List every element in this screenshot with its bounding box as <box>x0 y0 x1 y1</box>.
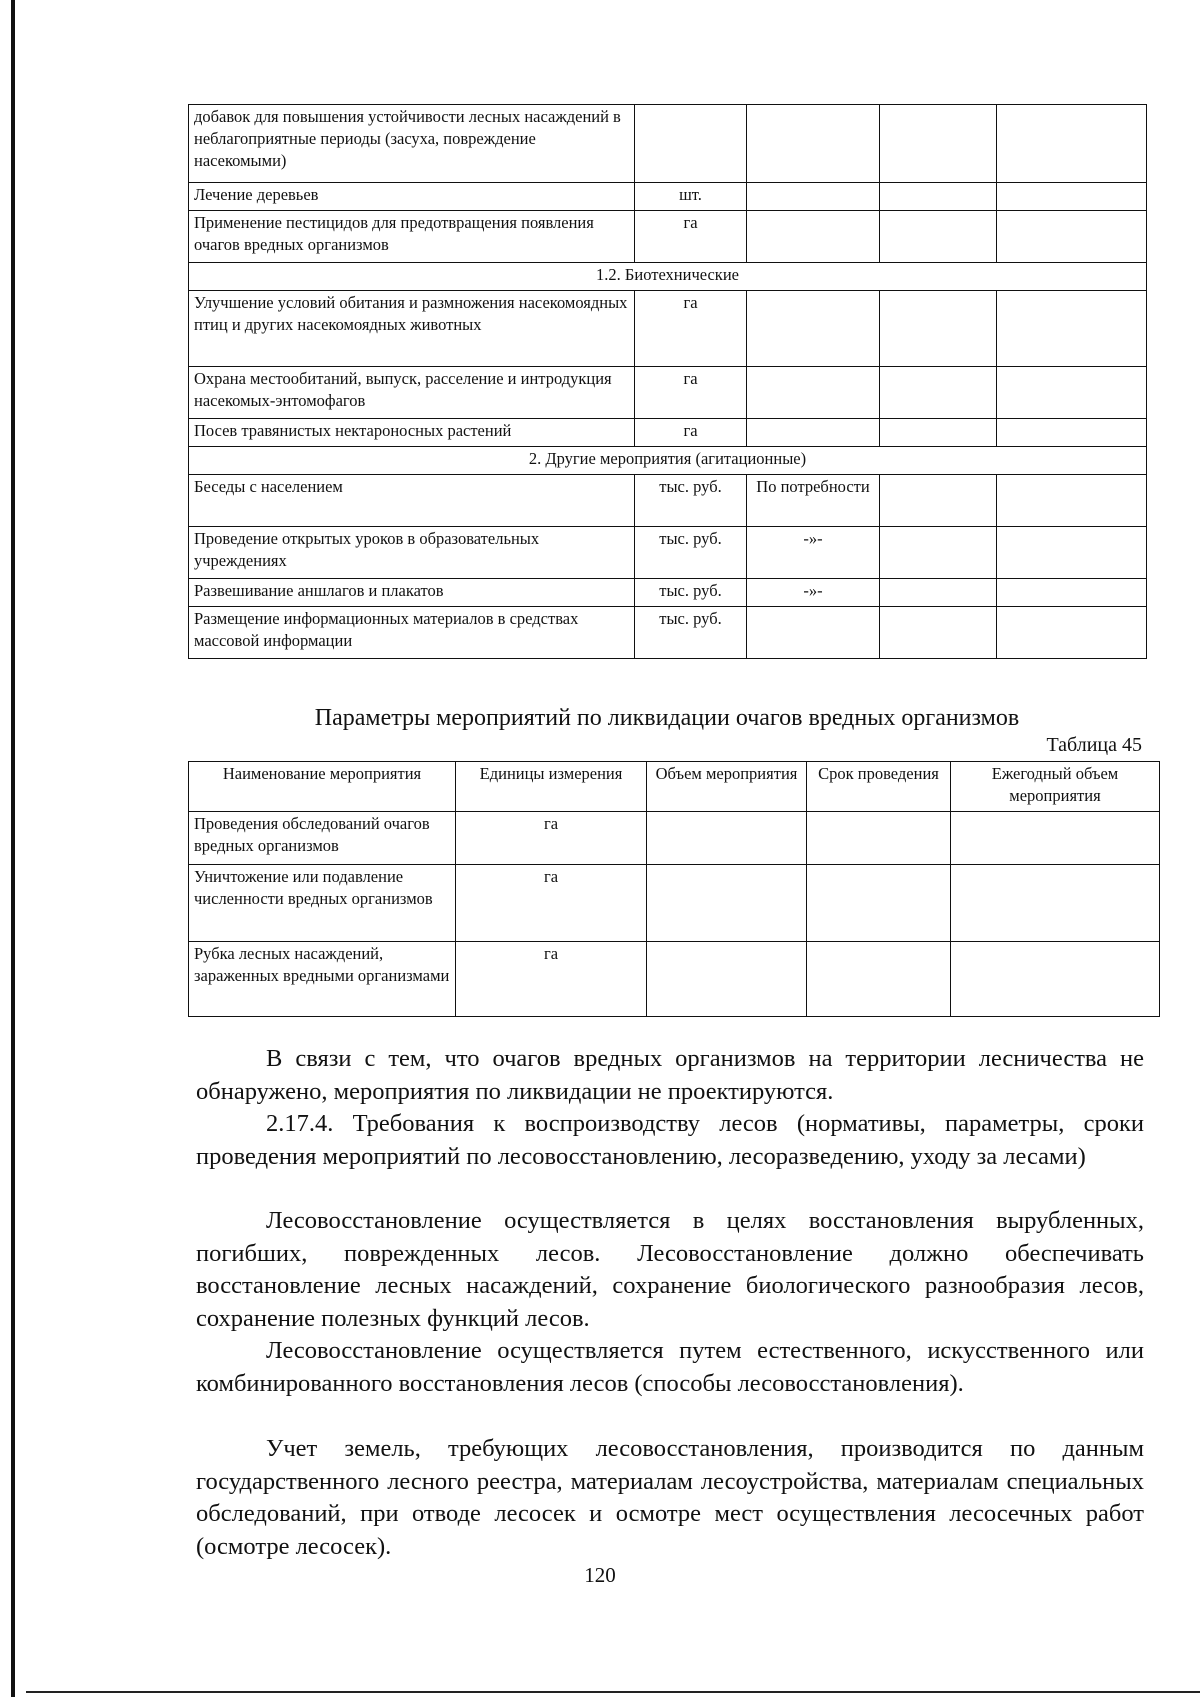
measure-name: Уничтожение или подавление численности вредных организмов <box>189 865 456 942</box>
measure-cell <box>997 105 1147 183</box>
measure-cell <box>880 183 997 211</box>
measure-name: Охрана местообитаний, выпуск, расселение и интродукция насекомых-энтомофагов <box>189 367 635 419</box>
measure-name: Рубка лесных насаждений, зараженных вредными организмами <box>189 942 456 1017</box>
column-header: Ежегодный объем мероприятия <box>951 762 1160 812</box>
scan-border-bottom <box>26 1691 1200 1693</box>
measure-cell <box>951 812 1160 865</box>
table-row <box>189 865 1160 942</box>
measure-frequency: -»- <box>747 527 880 579</box>
measure-cell <box>880 475 997 527</box>
measure-cell <box>747 105 880 183</box>
table45-title: Параметры мероприятий по ликвидации очагов вредных организмов <box>314 705 1020 731</box>
table-row <box>189 367 1147 419</box>
measure-frequency: По потребности <box>747 475 880 527</box>
measure-cell <box>880 291 997 367</box>
paragraph-no-pests <box>196 1043 1144 1108</box>
measure-cell <box>880 419 997 447</box>
paragraph-text: 2.17.4. Требования к воспроизводству лесов (нормативы, параметры, сроки проведения мероприятий по лесовосстановлению, лесоразведению, уходу за лесами) <box>196 1110 1144 1170</box>
table-row <box>189 291 1147 367</box>
measure-cell <box>647 942 807 1017</box>
measure-cell <box>880 607 997 659</box>
measure-name: Проведение открытых уроков в образовательных учреждениях <box>189 527 635 579</box>
column-header: Наименование мероприятия <box>189 762 456 812</box>
measure-cell <box>807 812 951 865</box>
table-row <box>189 607 1147 659</box>
measure-cell <box>747 419 880 447</box>
section-row <box>189 447 1147 475</box>
measure-cell <box>647 865 807 942</box>
measure-name: Лечение деревьев <box>189 183 635 211</box>
measure-cell <box>951 942 1160 1017</box>
measure-cell <box>997 367 1147 419</box>
table-row <box>189 105 1147 183</box>
measure-unit: га <box>456 812 647 865</box>
paragraph-text: Лесовосстановление осуществляется в целях восстановления вырубленных, погибших, поврежденных лесов. Лесовосстановление должно обеспечивать восстановление лесных насаждений, сохранение биологического разнообразия лесов, сохранение полезных функций лесов. <box>196 1207 1144 1332</box>
measure-unit: тыс. руб. <box>635 607 747 659</box>
measure-name: Проведения обследований очагов вредных организмов <box>189 812 456 865</box>
measure-cell <box>880 105 997 183</box>
measure-cell <box>807 942 951 1017</box>
measure-cell <box>647 812 807 865</box>
measure-cell <box>997 607 1147 659</box>
table-row <box>189 475 1147 527</box>
measure-cell <box>997 475 1147 527</box>
measure-unit: га <box>635 291 747 367</box>
section-title-biotech: 1.2. Биотехнические <box>189 263 1147 291</box>
measure-cell <box>807 865 951 942</box>
measure-frequency <box>747 607 880 659</box>
measure-cell <box>997 291 1147 367</box>
section-row <box>189 263 1147 291</box>
measure-name: Посев травянистых нектароносных растений <box>189 419 635 447</box>
measure-name: Применение пестицидов для предотвращения появления очагов вредных организмов <box>189 211 635 263</box>
measure-cell <box>997 211 1147 263</box>
measure-unit: тыс. руб. <box>635 475 747 527</box>
table-row <box>189 812 1160 865</box>
table-row <box>189 579 1147 607</box>
measure-cell <box>747 183 880 211</box>
measure-unit: га <box>635 419 747 447</box>
column-header: Единицы измерения <box>456 762 647 812</box>
measure-name: добавок для повышения устойчивости лесных насаждений в неблагоприятные периоды (засуха, повреждение насекомыми) <box>189 105 635 183</box>
measure-name: Беседы с населением <box>189 475 635 527</box>
measure-cell <box>747 211 880 263</box>
section-title-other: 2. Другие мероприятия (агитационные) <box>189 447 1147 475</box>
paragraph-text: В связи с тем, что очагов вредных организмов на территории лесничества не обнаружено, мероприятия по ликвидации не проектируются. <box>196 1045 1144 1105</box>
measures-table <box>188 104 1147 659</box>
measure-cell <box>880 211 997 263</box>
column-header: Объем мероприятия <box>647 762 807 812</box>
measure-cell <box>951 865 1160 942</box>
measure-cell <box>880 527 997 579</box>
paragraph-text: Учет земель, требующих лесовосстановления, производится по данным государственного лесного реестра, материалам лесоустройства, материалам специальных обследований, при отводе лесосек и осмотре мест осуществления лесосечных работ (осмотре лесосек). <box>196 1435 1144 1560</box>
table-45 <box>188 761 1160 1017</box>
table-row <box>189 211 1147 263</box>
paragraph-text: Лесовосстановление осуществляется путем естественного, искусственного или комбинированного восстановления лесов (способы лесовосстановления). <box>196 1337 1144 1397</box>
paragraph-reforestation-goals <box>196 1205 1144 1335</box>
measure-cell <box>997 579 1147 607</box>
measure-cell <box>997 183 1147 211</box>
measure-name: Развешивание аншлагов и плакатов <box>189 579 635 607</box>
measure-name: Улучшение условий обитания и размножения насекомоядных птиц и других насекомоядных животных <box>189 291 635 367</box>
measure-unit: га <box>635 211 747 263</box>
scan-border-left <box>11 0 15 1697</box>
measure-unit: га <box>456 942 647 1017</box>
measure-frequency: -»- <box>747 579 880 607</box>
table45-label: Таблица 45 <box>1046 734 1142 756</box>
measure-unit: га <box>456 865 647 942</box>
measure-cell <box>997 419 1147 447</box>
table-row <box>189 183 1147 211</box>
measure-cell <box>747 367 880 419</box>
measure-unit: тыс. руб. <box>635 527 747 579</box>
measure-name: Размещение информационных материалов в средствах массовой информации <box>189 607 635 659</box>
measure-unit: га <box>635 367 747 419</box>
measure-unit: шт. <box>635 183 747 211</box>
measure-unit: тыс. руб. <box>635 579 747 607</box>
table-row <box>189 942 1160 1017</box>
measure-cell <box>747 291 880 367</box>
measure-cell <box>880 367 997 419</box>
table-row <box>189 419 1147 447</box>
table-row <box>189 527 1147 579</box>
measure-unit <box>635 105 747 183</box>
measure-cell <box>880 579 997 607</box>
table-header-row <box>189 762 1160 812</box>
paragraph-land-accounting <box>196 1433 1144 1563</box>
paragraph-section-heading <box>196 1108 1144 1173</box>
measure-cell <box>997 527 1147 579</box>
paragraph-reforestation-methods <box>196 1335 1144 1400</box>
column-header: Срок проведения <box>807 762 951 812</box>
page-number: 120 <box>584 1563 616 1587</box>
